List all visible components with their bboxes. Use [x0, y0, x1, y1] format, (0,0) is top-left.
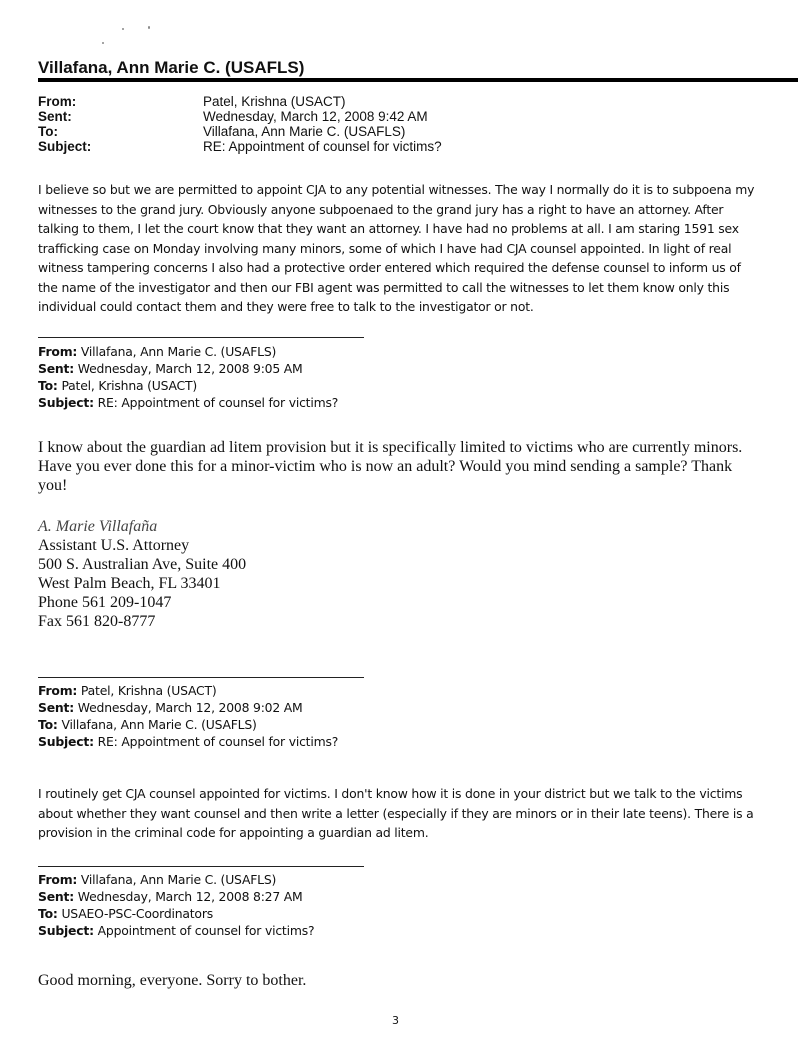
- meta-from-value: Patel, Krishna (USACT): [80, 683, 217, 698]
- body-line: Good morning, everyone. Sorry to bother.: [38, 972, 307, 989]
- signature-block: [38, 517, 246, 631]
- meta-sent-value: Wednesday, March 12, 2008 9:05 AM: [77, 361, 303, 376]
- meta-from-label: From:: [38, 683, 78, 698]
- body-line: provision in the criminal code for appointing a guardian ad litem.: [38, 825, 429, 840]
- meta-subject-label: Subject:: [38, 923, 94, 938]
- header-subject-value: RE: Appointment of counsel for victims?: [203, 139, 442, 154]
- body-line: about whether they want counsel and then write a letter (especially if they are minors or in their late teens). There is a: [38, 805, 754, 821]
- body-line: witnesses to the grand jury. Obviously anyone subpoenaed to the grand jury has a right to have an attorney. After: [38, 201, 724, 217]
- message-body-4: [38, 971, 798, 990]
- body-line: I know about the guardian ad litem provision but it is specifically limited to victims who are currently minors.: [38, 439, 743, 456]
- signature-address1: 500 S. Australian Ave, Suite 400: [38, 556, 247, 573]
- separator-line: [38, 866, 364, 867]
- body-line: Have you ever done this for a minor-victim who is now an adult? Would you mind sending a sample? Thank: [38, 458, 733, 475]
- header-sent-label: Sent:: [38, 109, 72, 124]
- header-to-label: To:: [38, 124, 58, 139]
- separator-line: [38, 677, 364, 678]
- header-to-value: Villafana, Ann Marie C. (USAFLS): [203, 124, 406, 139]
- forwarded-header-4: [38, 871, 314, 939]
- signature-name: A. Marie Villafaña: [38, 518, 158, 535]
- signature-address2: West Palm Beach, FL 33401: [38, 575, 221, 592]
- header-from-label: From:: [38, 94, 77, 109]
- page-number: 3: [392, 1014, 399, 1027]
- meta-from-value: Villafana, Ann Marie C. (USAFLS): [80, 872, 277, 887]
- body-line: talking to them, I let the court know that they want an attorney. I have had no problems at all. I am staring 1591 sex: [38, 221, 739, 236]
- meta-from-label: From:: [38, 872, 78, 887]
- body-line: I believe so but we are permitted to appoint CJA to any potential witnesses. The way I normally do it is to subpoena my: [38, 182, 755, 197]
- body-line: trafficking case on Monday involving many minors, some of which I have had CJA counsel appointed. In light of real: [38, 240, 732, 256]
- message-body-3: [38, 784, 798, 843]
- meta-to-value: Patel, Krishna (USACT): [61, 378, 198, 393]
- body-line: individual could contact them and they were free to talk to the investigator or not.: [38, 299, 534, 314]
- body-line: witness tampering concerns I also had a protective order entered which required the defense counsel to inform us of: [38, 260, 741, 275]
- header-sent-value: Wednesday, March 12, 2008 9:42 AM: [203, 109, 428, 124]
- meta-to-value: Villafana, Ann Marie C. (USAFLS): [61, 717, 257, 732]
- body-line: the name of the investigator and then our FBI agent was permitted to call the witnesses to let them know only this: [38, 279, 730, 295]
- document-title: Villafana, Ann Marie C. (USAFLS): [38, 58, 305, 77]
- title-rule: [38, 78, 798, 82]
- meta-to-label: To:: [38, 717, 58, 732]
- meta-subject-value: Appointment of counsel for victims?: [97, 923, 315, 938]
- meta-from-label: From:: [38, 344, 78, 359]
- signature-phone: Phone 561 209-1047: [38, 594, 172, 611]
- meta-sent-value: Wednesday, March 12, 2008 8:27 AM: [77, 889, 303, 904]
- signature-title: Assistant U.S. Attorney: [38, 537, 190, 554]
- meta-to-label: To:: [38, 378, 58, 393]
- message-body-1: [38, 180, 798, 317]
- meta-sent-value: Wednesday, March 12, 2008 9:02 AM: [77, 700, 303, 715]
- meta-from-value: Villafana, Ann Marie C. (USAFLS): [80, 344, 277, 359]
- meta-sent-label: Sent:: [38, 889, 75, 904]
- meta-subject-value: RE: Appointment of counsel for victims?: [97, 734, 339, 749]
- header-from-value: Patel, Krishna (USACT): [203, 94, 346, 109]
- meta-sent-label: Sent:: [38, 700, 75, 715]
- header-subject-label: Subject:: [38, 139, 92, 154]
- meta-subject-value: RE: Appointment of counsel for victims?: [97, 395, 339, 410]
- meta-subject-label: Subject:: [38, 395, 94, 410]
- message-body-2: [38, 438, 798, 495]
- forwarded-header-2: [38, 343, 338, 411]
- signature-fax: Fax 561 820-8777: [38, 613, 156, 630]
- body-line: you!: [38, 477, 68, 494]
- scan-specks: [100, 22, 180, 52]
- body-line: I routinely get CJA counsel appointed for victims. I don't know how it is done in your district but we talk to the victims: [38, 786, 743, 801]
- meta-to-label: To:: [38, 906, 58, 921]
- meta-to-value: USAEO-PSC-Coordinators: [61, 906, 213, 921]
- separator-line: [38, 337, 364, 338]
- meta-subject-label: Subject:: [38, 734, 94, 749]
- meta-sent-label: Sent:: [38, 361, 75, 376]
- forwarded-header-3: [38, 682, 338, 750]
